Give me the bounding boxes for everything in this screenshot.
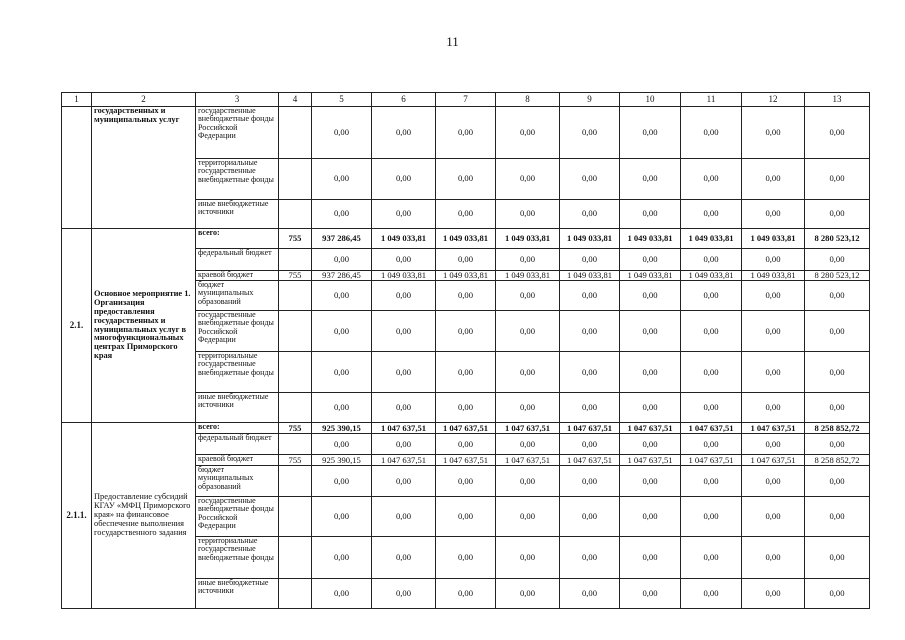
funding-source: территориальные государственные внебюджетные фонды: [196, 352, 279, 393]
amount-cell: 0,00: [436, 107, 496, 159]
grbs-code: [279, 497, 312, 537]
amount-cell: 0,00: [436, 311, 496, 352]
amount-cell: 0,00: [681, 200, 742, 229]
amount-cell: 0,00: [496, 466, 560, 497]
amount-cell: 0,00: [742, 281, 805, 311]
amount-cell: 0,00: [681, 537, 742, 579]
amount-cell: 0,00: [620, 159, 681, 200]
amount-cell: 0,00: [620, 393, 681, 423]
funding-source: бюджет муниципальных образований: [196, 281, 279, 311]
amount-cell: 0,00: [681, 249, 742, 271]
amount-cell: 0,00: [436, 497, 496, 537]
funding-source: всего:: [196, 423, 279, 434]
grbs-code: 755: [279, 423, 312, 434]
grbs-code: [279, 159, 312, 200]
amount-cell: 8 280 523,12: [805, 271, 870, 281]
amount-cell: 0,00: [805, 352, 870, 393]
grbs-code: [279, 434, 312, 455]
grbs-code: [279, 311, 312, 352]
amount-cell: 0,00: [560, 249, 620, 271]
header-row: [62, 93, 870, 107]
amount-cell: 0,00: [681, 497, 742, 537]
amount-cell: 0,00: [372, 537, 436, 579]
measure-name: Предоставление субсидий КГАУ «МФЦ Приморского края» на финансовое обеспечение выполнения государственного задания: [92, 423, 196, 609]
funding-source: государственные внебюджетные фонды Российской Федерации: [196, 107, 279, 159]
amount-cell: 1 047 637,51: [620, 423, 681, 434]
budget-table: [61, 92, 870, 609]
amount-cell: 1 049 033,81: [620, 229, 681, 249]
amount-cell: 0,00: [372, 352, 436, 393]
amount-cell: 1 049 033,81: [372, 229, 436, 249]
amount-cell: 0,00: [620, 200, 681, 229]
amount-cell: 0,00: [560, 537, 620, 579]
table-row: [62, 107, 870, 159]
column-header: 7: [436, 93, 496, 107]
amount-cell: 0,00: [681, 466, 742, 497]
amount-cell: 0,00: [560, 466, 620, 497]
funding-source: иные внебюджетные источники: [196, 393, 279, 423]
amount-cell: 0,00: [560, 393, 620, 423]
amount-cell: 0,00: [681, 352, 742, 393]
funding-source: бюджет муниципальных образований: [196, 466, 279, 497]
amount-cell: 0,00: [312, 434, 372, 455]
amount-cell: 937 286,45: [312, 271, 372, 281]
amount-cell: 0,00: [496, 311, 560, 352]
amount-cell: 0,00: [436, 434, 496, 455]
grbs-code: [279, 249, 312, 271]
amount-cell: 0,00: [496, 281, 560, 311]
amount-cell: 0,00: [742, 249, 805, 271]
amount-cell: 1 049 033,81: [436, 229, 496, 249]
amount-cell: 0,00: [681, 281, 742, 311]
amount-cell: 0,00: [560, 497, 620, 537]
table-row-total: [62, 229, 870, 249]
amount-cell: 8 258 852,72: [805, 455, 870, 466]
funding-source: территориальные государственные внебюджетные фонды: [196, 159, 279, 200]
amount-cell: 0,00: [372, 311, 436, 352]
funding-source: государственные внебюджетные фонды Российской Федерации: [196, 311, 279, 352]
amount-cell: 0,00: [312, 159, 372, 200]
row-index: 2.1.1.: [62, 423, 92, 609]
amount-cell: 0,00: [312, 281, 372, 311]
column-header: 3: [196, 93, 279, 107]
grbs-code: [279, 200, 312, 229]
amount-cell: 0,00: [560, 107, 620, 159]
column-header: 8: [496, 93, 560, 107]
amount-cell: 0,00: [742, 537, 805, 579]
amount-cell: 0,00: [436, 159, 496, 200]
amount-cell: 0,00: [372, 200, 436, 229]
column-header: 12: [742, 93, 805, 107]
grbs-code: 755: [279, 271, 312, 281]
amount-cell: 0,00: [805, 466, 870, 497]
amount-cell: 0,00: [436, 200, 496, 229]
amount-cell: 0,00: [560, 200, 620, 229]
amount-cell: 0,00: [805, 107, 870, 159]
measure-name: Основное мероприятие 1. Организация предоставления государственных и муниципальных услуг в многофункциональных центрах Приморского края: [92, 229, 196, 423]
amount-cell: 0,00: [681, 159, 742, 200]
funding-source: федеральный бюджет: [196, 434, 279, 455]
amount-cell: 0,00: [496, 434, 560, 455]
amount-cell: 0,00: [496, 537, 560, 579]
amount-cell: 1 049 033,81: [496, 229, 560, 249]
row-index: 2.1.: [62, 229, 92, 423]
amount-cell: 0,00: [312, 311, 372, 352]
amount-cell: 0,00: [436, 393, 496, 423]
amount-cell: 0,00: [805, 200, 870, 229]
amount-cell: 8 258 852,72: [805, 423, 870, 434]
amount-cell: 0,00: [372, 579, 436, 609]
amount-cell: 0,00: [620, 107, 681, 159]
amount-cell: 1 047 637,51: [742, 423, 805, 434]
amount-cell: 0,00: [681, 311, 742, 352]
column-header: 6: [372, 93, 436, 107]
amount-cell: 1 049 033,81: [681, 271, 742, 281]
amount-cell: 1 047 637,51: [620, 455, 681, 466]
amount-cell: 0,00: [312, 200, 372, 229]
amount-cell: 0,00: [620, 579, 681, 609]
amount-cell: 0,00: [496, 352, 560, 393]
amount-cell: 0,00: [742, 311, 805, 352]
amount-cell: 0,00: [372, 393, 436, 423]
amount-cell: 0,00: [560, 281, 620, 311]
amount-cell: 0,00: [372, 434, 436, 455]
amount-cell: 0,00: [560, 579, 620, 609]
amount-cell: 0,00: [372, 281, 436, 311]
amount-cell: 0,00: [805, 434, 870, 455]
amount-cell: 1 047 637,51: [681, 423, 742, 434]
column-header: 4: [279, 93, 312, 107]
funding-source: краевой бюджет: [196, 271, 279, 281]
grbs-code: [279, 537, 312, 579]
amount-cell: 0,00: [372, 466, 436, 497]
amount-cell: 1 047 637,51: [436, 423, 496, 434]
amount-cell: 1 049 033,81: [372, 271, 436, 281]
amount-cell: 0,00: [681, 393, 742, 423]
row-index: [62, 107, 92, 229]
amount-cell: 0,00: [742, 352, 805, 393]
amount-cell: 0,00: [496, 393, 560, 423]
amount-cell: 925 390,15: [312, 455, 372, 466]
amount-cell: 0,00: [805, 393, 870, 423]
amount-cell: 0,00: [496, 579, 560, 609]
amount-cell: 0,00: [312, 393, 372, 423]
column-header: 13: [805, 93, 870, 107]
measure-name: государственных и муниципальных услуг: [92, 107, 196, 229]
amount-cell: 0,00: [496, 200, 560, 229]
amount-cell: 0,00: [805, 249, 870, 271]
amount-cell: 1 047 637,51: [681, 455, 742, 466]
amount-cell: 0,00: [742, 200, 805, 229]
grbs-code: 755: [279, 229, 312, 249]
amount-cell: 0,00: [560, 159, 620, 200]
amount-cell: 1 047 637,51: [560, 423, 620, 434]
amount-cell: 925 390,15: [312, 423, 372, 434]
amount-cell: 0,00: [560, 311, 620, 352]
grbs-code: [279, 107, 312, 159]
amount-cell: 1 049 033,81: [742, 229, 805, 249]
amount-cell: 1 047 637,51: [436, 455, 496, 466]
column-header: 11: [681, 93, 742, 107]
funding-source: территориальные государственные внебюджетные фонды: [196, 537, 279, 579]
amount-cell: 0,00: [805, 579, 870, 609]
amount-cell: 0,00: [436, 281, 496, 311]
amount-cell: 0,00: [620, 497, 681, 537]
grbs-code: [279, 281, 312, 311]
amount-cell: 0,00: [436, 537, 496, 579]
amount-cell: 8 280 523,12: [805, 229, 870, 249]
amount-cell: 0,00: [436, 579, 496, 609]
funding-source: государственные внебюджетные фонды Российской Федерации: [196, 497, 279, 537]
amount-cell: 0,00: [620, 311, 681, 352]
amount-cell: 1 049 033,81: [742, 271, 805, 281]
amount-cell: 1 047 637,51: [372, 423, 436, 434]
amount-cell: 0,00: [436, 466, 496, 497]
amount-cell: 0,00: [312, 466, 372, 497]
table-body: [62, 107, 870, 609]
grbs-code: [279, 393, 312, 423]
amount-cell: 0,00: [560, 352, 620, 393]
page-number: 11: [446, 34, 459, 49]
amount-cell: 0,00: [742, 434, 805, 455]
amount-cell: 0,00: [372, 249, 436, 271]
amount-cell: 1 049 033,81: [560, 271, 620, 281]
amount-cell: 0,00: [742, 579, 805, 609]
grbs-code: [279, 352, 312, 393]
amount-cell: 0,00: [805, 537, 870, 579]
amount-cell: 0,00: [312, 537, 372, 579]
amount-cell: 0,00: [620, 352, 681, 393]
amount-cell: 1 047 637,51: [742, 455, 805, 466]
amount-cell: 0,00: [436, 352, 496, 393]
amount-cell: 0,00: [681, 579, 742, 609]
amount-cell: 0,00: [496, 497, 560, 537]
amount-cell: 0,00: [372, 107, 436, 159]
amount-cell: 0,00: [742, 466, 805, 497]
amount-cell: 0,00: [620, 537, 681, 579]
grbs-code: [279, 466, 312, 497]
amount-cell: 0,00: [496, 249, 560, 271]
funding-source: федеральный бюджет: [196, 249, 279, 271]
amount-cell: 937 286,45: [312, 229, 372, 249]
amount-cell: 0,00: [681, 434, 742, 455]
amount-cell: 1 049 033,81: [436, 271, 496, 281]
table-row-total: [62, 423, 870, 434]
amount-cell: 0,00: [312, 352, 372, 393]
column-header: 10: [620, 93, 681, 107]
amount-cell: 1 047 637,51: [372, 455, 436, 466]
amount-cell: 0,00: [742, 497, 805, 537]
amount-cell: 0,00: [620, 281, 681, 311]
column-header: 1: [62, 93, 92, 107]
amount-cell: 0,00: [312, 497, 372, 537]
amount-cell: 1 049 033,81: [681, 229, 742, 249]
grbs-code: 755: [279, 455, 312, 466]
amount-cell: 0,00: [805, 159, 870, 200]
amount-cell: 1 047 637,51: [560, 455, 620, 466]
amount-cell: 0,00: [312, 579, 372, 609]
amount-cell: 1 049 033,81: [496, 271, 560, 281]
amount-cell: 0,00: [742, 393, 805, 423]
amount-cell: 0,00: [620, 434, 681, 455]
amount-cell: 0,00: [805, 497, 870, 537]
amount-cell: 0,00: [805, 281, 870, 311]
amount-cell: 0,00: [805, 311, 870, 352]
amount-cell: 0,00: [620, 466, 681, 497]
amount-cell: 1 047 637,51: [496, 423, 560, 434]
funding-source: краевой бюджет: [196, 455, 279, 466]
column-header: 2: [92, 93, 196, 107]
amount-cell: 0,00: [312, 107, 372, 159]
funding-source: всего:: [196, 229, 279, 249]
amount-cell: 0,00: [312, 249, 372, 271]
amount-cell: 0,00: [372, 159, 436, 200]
amount-cell: 1 047 637,51: [496, 455, 560, 466]
grbs-code: [279, 579, 312, 609]
funding-source: иные внебюджетные источники: [196, 200, 279, 229]
amount-cell: 0,00: [496, 107, 560, 159]
amount-cell: 0,00: [620, 249, 681, 271]
amount-cell: 0,00: [681, 107, 742, 159]
amount-cell: 1 049 033,81: [560, 229, 620, 249]
column-header: 5: [312, 93, 372, 107]
amount-cell: 1 049 033,81: [620, 271, 681, 281]
amount-cell: 0,00: [496, 159, 560, 200]
column-header: 9: [560, 93, 620, 107]
amount-cell: 0,00: [742, 107, 805, 159]
amount-cell: 0,00: [372, 497, 436, 537]
funding-source: иные внебюджетные источники: [196, 579, 279, 609]
amount-cell: 0,00: [560, 434, 620, 455]
amount-cell: 0,00: [742, 159, 805, 200]
amount-cell: 0,00: [436, 249, 496, 271]
